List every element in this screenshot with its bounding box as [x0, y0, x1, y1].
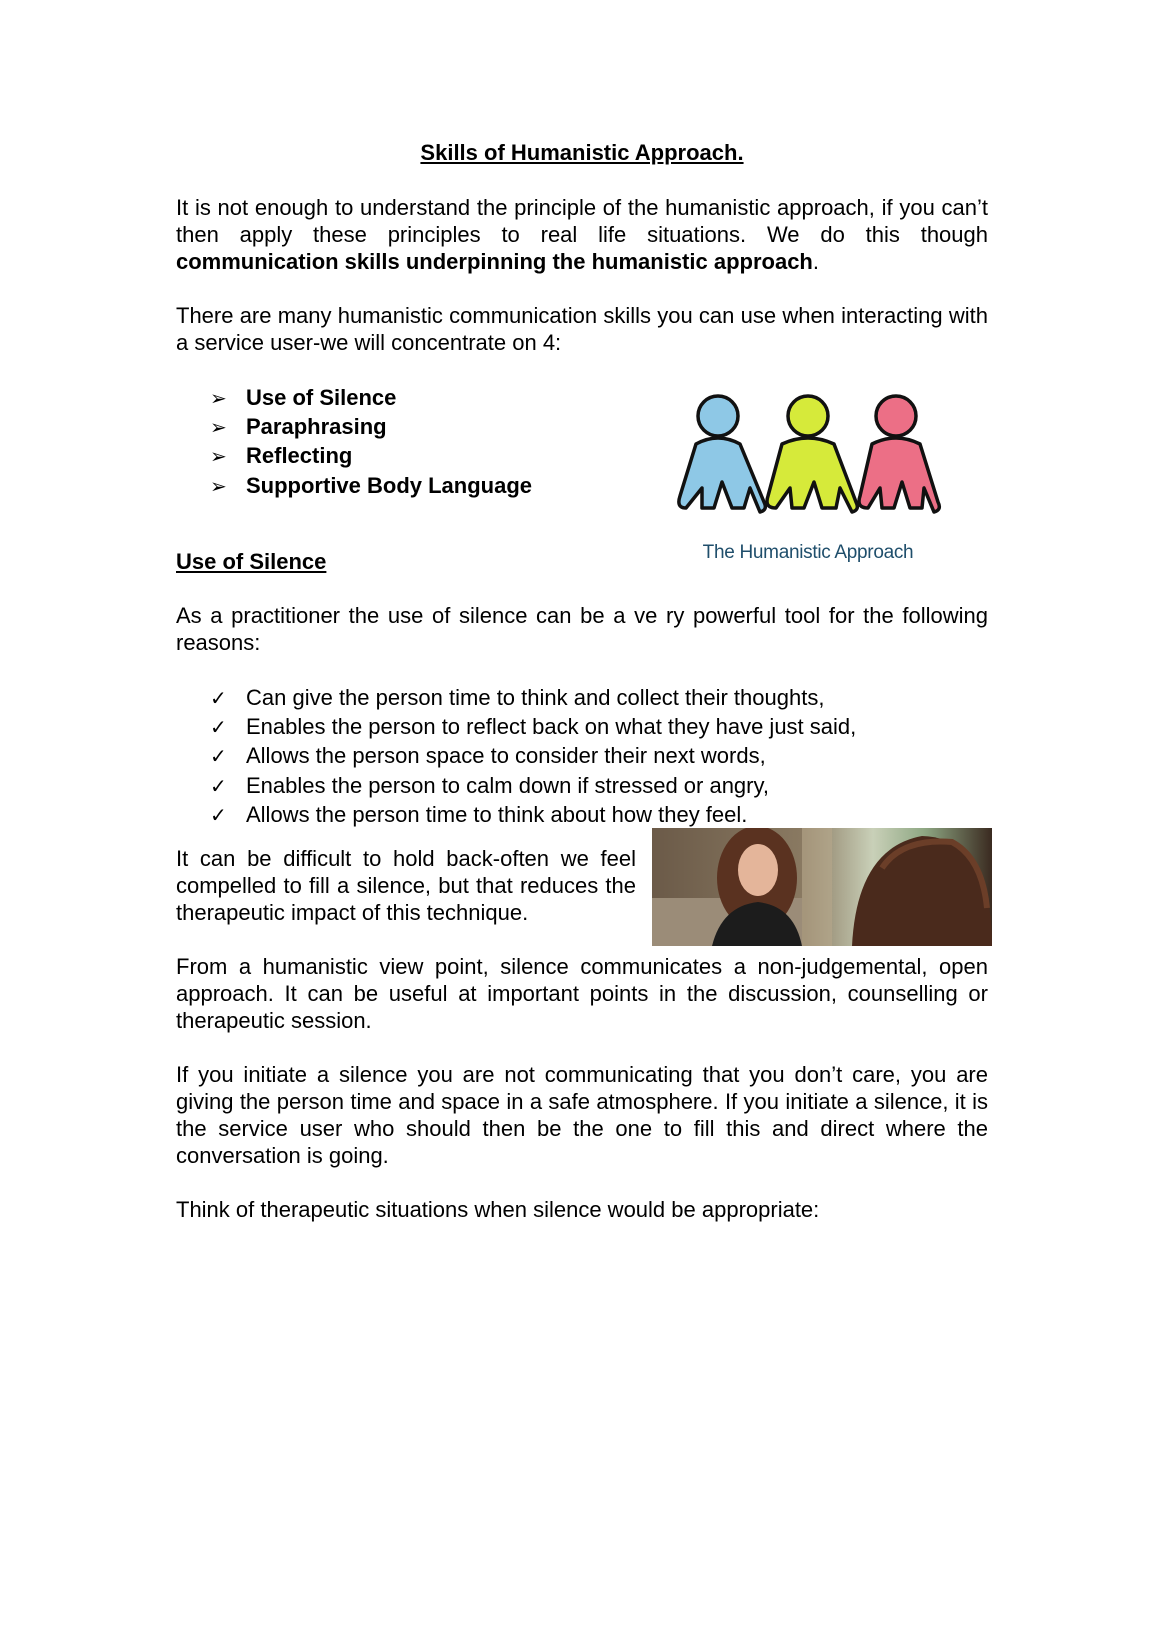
- skill-label: Use of Silence: [246, 385, 397, 410]
- skills-intro-paragraph: There are many humanistic communication skills you can use when interacting with a service user-we will concentrate on 4:: [176, 303, 988, 355]
- skill-label: Supportive Body Language: [246, 472, 533, 498]
- arrow-bullet-icon: ➢: [210, 388, 227, 410]
- list-item: [210, 413, 532, 442]
- intro-text: It is not enough to understand the principle of the humanistic approach, if you can’t then apply these principles to real life situations. We do this though: [176, 195, 988, 247]
- skills-list: [210, 384, 532, 501]
- reason-text: Can give the person time to think and collect their thoughts,: [246, 685, 825, 710]
- checkmark-icon: ✓: [210, 775, 227, 798]
- checkmark-icon: ✓: [210, 688, 227, 710]
- think-paragraph: Think of therapeutic situations when silence would be appropriate:: [176, 1197, 820, 1222]
- checkmark-icon: ✓: [210, 717, 227, 740]
- list-item: [210, 742, 856, 771]
- initiate-paragraph: If you initiate a silence you are not communicating that you don’t care, you are giving the person time and space in a safe atmosphere. If you initiate a silence, it is the service user who should then be the one to fill this and direct where the conversation is going.: [176, 1062, 988, 1168]
- difficult-paragraph: It can be difficult to hold back-often we feel compelled to fill a silence, but that reduces the therapeutic impact of this technique.: [176, 846, 636, 925]
- section-heading-silence: Use of Silence: [176, 549, 327, 574]
- reason-text: Allows the person space to consider their next words,: [246, 743, 766, 769]
- list-item: [210, 684, 856, 713]
- counselling-photo: [652, 828, 992, 946]
- reason-text: Enables the person to calm down if stressed or angry,: [246, 772, 769, 798]
- list-item: [210, 801, 856, 830]
- reason-text: Enables the person to reflect back on what they have just said,: [246, 714, 857, 740]
- list-item: [210, 772, 856, 801]
- reasons-list: [210, 684, 856, 830]
- page-title: Skills of Humanistic Approach.: [420, 140, 744, 165]
- arrow-bullet-icon: ➢: [210, 475, 227, 498]
- skill-label: Paraphrasing: [246, 414, 387, 440]
- list-item: [210, 713, 856, 742]
- list-item: [210, 442, 532, 471]
- skill-label: Reflecting: [246, 443, 353, 469]
- intro-end: .: [812, 249, 819, 274]
- checkmark-icon: ✓: [210, 804, 227, 827]
- arrow-bullet-icon: ➢: [210, 417, 227, 440]
- arrow-bullet-icon: ➢: [210, 446, 227, 469]
- reason-text: Allows the person time to think about how they feel.: [246, 801, 748, 827]
- checkmark-icon: ✓: [210, 746, 227, 769]
- blue-person-figure: [679, 396, 765, 512]
- viewpoint-paragraph: From a humanistic view point, silence communicates a non-judgemental, open approach. It can be useful at important points in the discussion, counselling or therapeutic session.: [176, 954, 988, 1033]
- green-person-figure: [767, 396, 857, 512]
- list-item: [210, 384, 532, 413]
- list-item: [210, 472, 532, 501]
- intro-bold-text: communication skills underpinning the humanistic approach: [176, 249, 813, 274]
- silence-intro-paragraph: As a practitioner the use of silence can be a ve ry powerful tool for the following reasons:: [176, 603, 988, 655]
- figure-caption: The Humanistic Approach: [702, 542, 914, 563]
- red-person-figure: [859, 396, 939, 512]
- intro-paragraph: [176, 194, 988, 275]
